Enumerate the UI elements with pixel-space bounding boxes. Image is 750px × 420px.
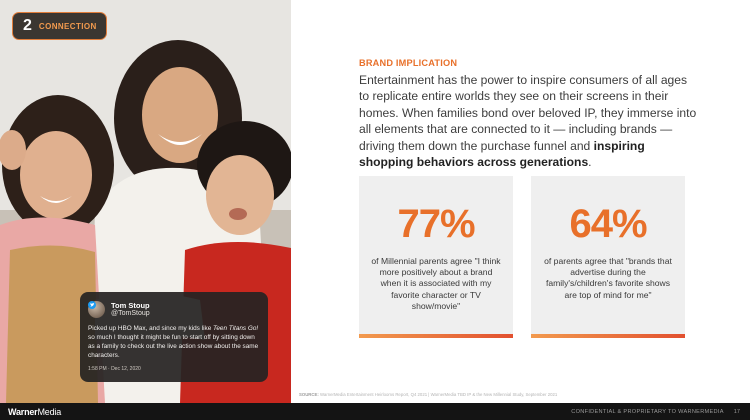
warnermedia-logo bbox=[8, 407, 61, 417]
body-emphasis-text: inspiring shopping behaviors across generations bbox=[359, 138, 645, 170]
body-lead-text: Entertainment has the power to inspire consumers of all ages to replicate entire worlds they see on their screens in their homes. When families bond over beloved IP, they immerse into all elements that are connected to it — including brands — driving them down the purchase funnel and bbox=[359, 73, 697, 153]
twitter-icon bbox=[88, 301, 96, 309]
avatar bbox=[88, 301, 105, 318]
stat-description: of Millennial parents agree "I think more positively about a brand when it is associated with my favorite character or TV show/movie" bbox=[371, 256, 501, 311]
tweet-card bbox=[80, 292, 268, 382]
tweet-text-show-title: Teen Titans Go! bbox=[213, 325, 259, 332]
section-number: 2 bbox=[23, 17, 32, 34]
stat-card-millennial-parents bbox=[359, 176, 513, 338]
source-text: WarnerMedia Entertainment Heirlooms Report, Q4 2021 | WarnerMedia TBD IP & the New Millennial Study, September 2021 bbox=[320, 392, 558, 397]
stat-value: 77% bbox=[397, 202, 475, 246]
stat-card-parents bbox=[531, 176, 685, 338]
tweet-author-name: Tom Stoup bbox=[111, 300, 150, 310]
section-label: CONNECTION bbox=[38, 21, 97, 31]
tweet-text bbox=[88, 324, 259, 360]
stat-accent-bar bbox=[531, 334, 685, 338]
page-number: 17 bbox=[733, 408, 740, 415]
brand-implication-body bbox=[359, 72, 699, 171]
stat-description: of parents agree that "brands that advertise during the family's/children's favorite shows are top of mind for me" bbox=[544, 256, 672, 300]
footer-right bbox=[571, 409, 740, 415]
source-label: SOURCE: bbox=[299, 392, 319, 397]
logo-bold-part: Warner bbox=[8, 406, 38, 417]
confidential-notice: CONFIDENTIAL & PROPRIETARY TO WARNERMEDIA bbox=[571, 408, 724, 415]
body-end-text: . bbox=[588, 155, 592, 170]
tweet-author-handle: @TomStoup bbox=[111, 309, 150, 317]
source-citation bbox=[299, 392, 557, 397]
logo-regular-part: Media bbox=[37, 406, 61, 417]
brand-implication-heading: BRAND IMPLICATION bbox=[359, 58, 458, 68]
stat-accent-bar bbox=[359, 334, 513, 338]
family-photo bbox=[0, 0, 291, 403]
tweet-text-end: so much I thought it might be fun to start off by sitting down as a family to check out the live action show about the same characters. bbox=[88, 334, 259, 360]
tweet-header bbox=[88, 301, 259, 318]
tweet-timestamp: 1:58 PM · Dec 12, 2020 bbox=[88, 366, 141, 373]
footer-bar bbox=[0, 403, 750, 420]
stat-value: 64% bbox=[569, 202, 647, 246]
tweet-text-start: Picked up HBO Max, and since my kids like bbox=[88, 325, 214, 332]
section-badge bbox=[12, 12, 107, 40]
